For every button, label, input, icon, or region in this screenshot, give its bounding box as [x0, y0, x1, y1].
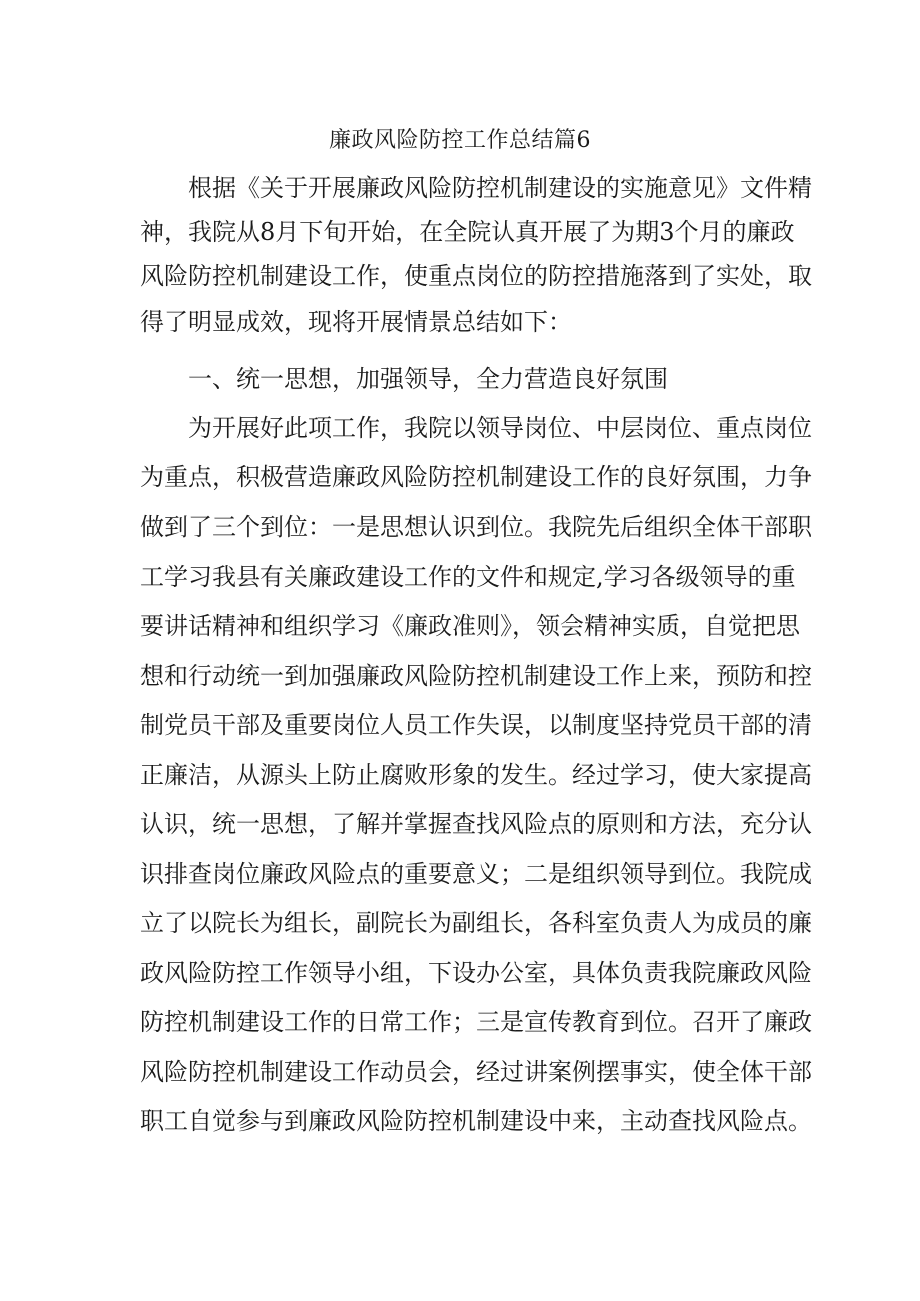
paragraph-line: 为重点，积极营造廉政风险防控机制建设工作的良好氛围，力争 [140, 463, 812, 491]
paragraph-line: 风险防控机制建设工作动员会，经过讲案例摆事实，使全体干部 [140, 1058, 812, 1086]
paragraph-line: 神，我院从8月下旬开始，在全院认真开展了为期3个月的廉政 [140, 218, 795, 246]
paragraph-line: 得了明显成效，现将开展情景总结如下： [140, 308, 572, 336]
paragraph-line: 正廉洁，从源头上防止腐败形象的发生。经过学习，使大家提高 [140, 761, 812, 789]
paragraph-line: 工学习我县有关廉政建设工作的文件和规定,学习各级领导的重 [140, 563, 796, 591]
paragraph-line: 政风险防控工作领导小组，下设办公室，具体负责我院廉政风险 [140, 959, 812, 987]
paragraph-line: 为开展好此项工作，我院以领导岗位、中层岗位、重点岗位 [188, 414, 812, 442]
paragraph-line: 认识，统一思想，了解并掌握查找风险点的原则和方法，充分认 [140, 810, 812, 838]
paragraph-line: 制党员干部及重要岗位人员工作失误，以制度坚持党员干部的清 [140, 711, 812, 739]
paragraph-line: 立了以院长为组长，副院长为副组长，各科室负责人为成员的廉 [140, 909, 812, 937]
paragraph-line: 想和行动统一到加强廉政风险防控机制建设工作上来，预防和控 [140, 662, 812, 690]
paragraph-line: 根据《关于开展廉政风险防控机制建设的实施意见》文件精 [188, 174, 812, 202]
paragraph-line: 要讲话精神和组织学习《廉政准则》，领会精神实质，自觉把思 [140, 612, 800, 640]
paragraph-line: 防控机制建设工作的日常工作；三是宣传教育到位。召开了廉政 [140, 1008, 812, 1036]
document-title: 廉政风险防控工作总结篇6 [329, 128, 591, 153]
paragraph-line: 风险防控机制建设工作，使重点岗位的防控措施落到了实处，取 [140, 262, 812, 290]
paragraph-line: 做到了三个到位：一是思想认识到位。我院先后组织全体干部职 [140, 513, 812, 541]
section-heading: 一、统一思想，加强领导，全力营造良好氛围 [188, 365, 668, 393]
paragraph-line: 职工自觉参与到廉政风险防控机制建设中来，主动查找风险点。 [140, 1107, 812, 1135]
paragraph-line: 识排查岗位廉政风险点的重要意义；二是组织领导到位。我院成 [140, 860, 812, 888]
